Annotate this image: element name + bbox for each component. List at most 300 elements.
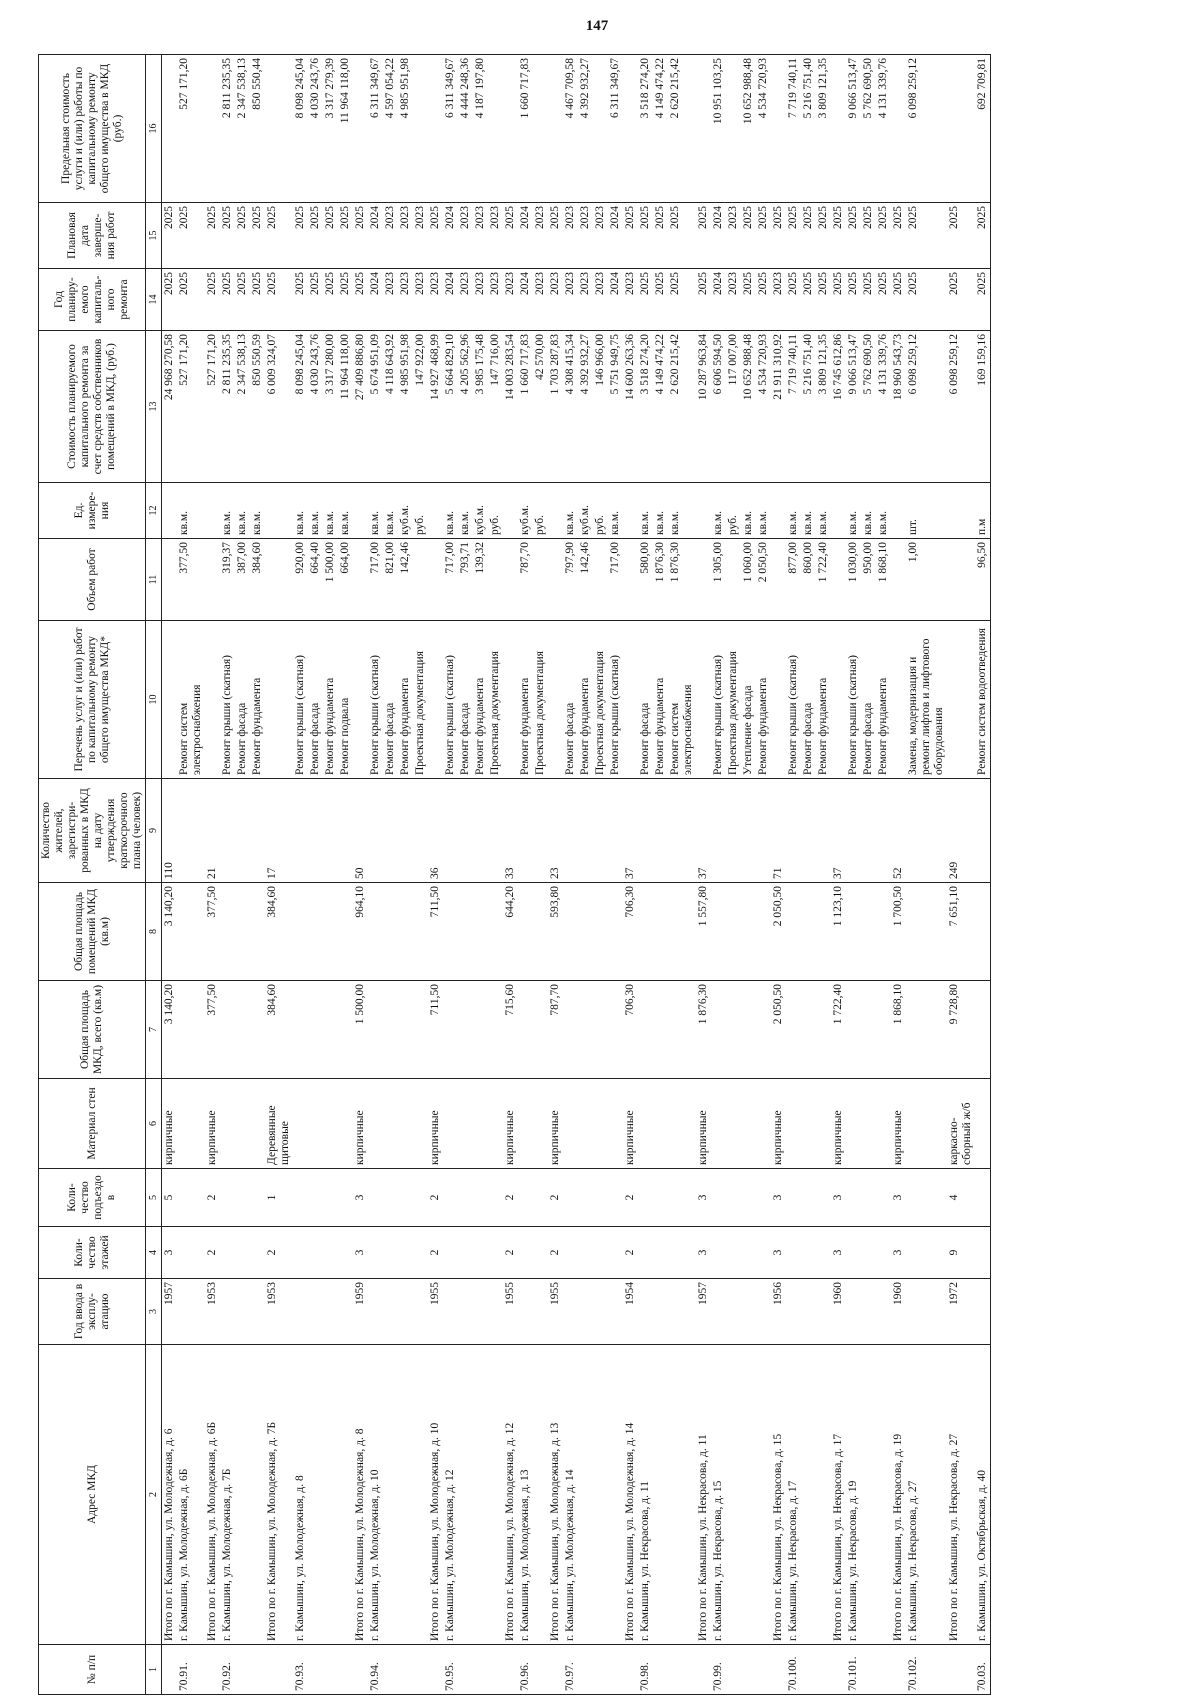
cell-address [338, 1345, 353, 1645]
cell-unit [891, 483, 906, 539]
cell-row-number: 70.93. [293, 1645, 308, 1695]
cell-total-area [906, 981, 947, 1079]
cell-year-built [861, 1279, 876, 1345]
cell-residents: 17 [265, 779, 293, 883]
cell-residents [653, 779, 668, 883]
col-volume-header: Объем работ [39, 539, 146, 621]
cell-address: Итого по г. Камышин, ул. Молодежная, д. 10 [428, 1345, 443, 1645]
cell-entrances [338, 1169, 353, 1227]
cell-end-year: 2025 [503, 203, 518, 269]
cell-end-year: 2023 [533, 203, 548, 269]
cell-floors [293, 1227, 308, 1279]
cell-year-built: 1954 [623, 1279, 638, 1345]
col-number-label: 16 [146, 55, 162, 203]
cell-address [861, 1345, 876, 1645]
cell-address [488, 1345, 503, 1645]
cell-end-year: 2025 [162, 203, 178, 269]
cell-floors [975, 1227, 991, 1279]
cell-row-number [383, 1645, 398, 1695]
cell-residents [368, 779, 383, 883]
cell-cost: 147 716,00 [488, 331, 503, 483]
cell-address [308, 1345, 323, 1645]
cell-end-year: 2025 [265, 203, 293, 269]
cell-unit [696, 483, 711, 539]
cell-floors [668, 1227, 696, 1279]
cell-volume: 2 050,50 [756, 539, 771, 621]
col-number-label: 3 [146, 1279, 162, 1345]
cell-year-built [638, 1279, 653, 1345]
cell-address: Итого по г. Камышин, ул. Молодежная, д. 8 [353, 1345, 368, 1645]
cell-premises-area [846, 883, 861, 981]
cell-repair-year: 2023 [563, 269, 578, 331]
cell-cost: 527 171,20 [177, 331, 205, 483]
cell-year-built: 1957 [162, 1279, 178, 1345]
cell-max-cost: 5 762 690,50 [861, 55, 876, 203]
cell-residents: 33 [503, 779, 518, 883]
cell-entrances [608, 1169, 623, 1227]
cell-address: Итого по г. Камышин, ул. Некрасова, д. 17 [831, 1345, 846, 1645]
cell-total-area [816, 981, 831, 1079]
cell-residents [220, 779, 235, 883]
cell-max-cost: 4 985 951,98 [398, 55, 413, 203]
cell-address: Итого по г. Камышин, ул. Некрасова, д. 19 [891, 1345, 906, 1645]
cell-year-built [383, 1279, 398, 1345]
cell-cost: 4 392 932,27 [578, 331, 593, 483]
cell-entrances [368, 1169, 383, 1227]
cell-cost: 6 009 324,07 [265, 331, 293, 483]
cell-row-number: 70.100. [786, 1645, 801, 1695]
cell-work-type: Ремонт крыши (скатная) [368, 621, 383, 779]
cell-residents: 37 [831, 779, 846, 883]
cell-premises-area [368, 883, 383, 981]
table-row [861, 55, 876, 1695]
cell-volume [205, 539, 220, 621]
cell-address [458, 1345, 473, 1645]
cell-end-year: 2025 [177, 203, 205, 269]
cell-address [876, 1345, 891, 1645]
cell-end-year: 2023 [726, 203, 741, 269]
cell-year-built [533, 1279, 548, 1345]
cell-volume: 377,50 [177, 539, 205, 621]
cell-end-year: 2023 [578, 203, 593, 269]
cell-repair-year: 2023 [383, 269, 398, 331]
cell-year-built [816, 1279, 831, 1345]
cell-total-area: 787,70 [548, 981, 563, 1079]
cell-residents: 249 [947, 779, 975, 883]
cell-volume: 950,00 [861, 539, 876, 621]
cell-residents [741, 779, 756, 883]
cell-repair-year: 2024 [711, 269, 726, 331]
table-row [323, 55, 338, 1695]
cell-row-number: 70.97. [563, 1645, 578, 1695]
cell-entrances [518, 1169, 533, 1227]
cell-work-type [771, 621, 786, 779]
cell-year-built [473, 1279, 488, 1345]
cell-row-number [250, 1645, 265, 1695]
cell-repair-year: 2025 [235, 269, 250, 331]
cell-wall-material: кирпичные [428, 1079, 443, 1169]
cell-repair-year: 2025 [906, 269, 947, 331]
cell-premises-area [413, 883, 428, 981]
cell-floors: 9 [947, 1227, 975, 1279]
col-premises-area-header: Общая площадь помещений МКД (кв.м) [39, 883, 146, 981]
cell-residents [801, 779, 816, 883]
cell-floors [177, 1227, 205, 1279]
cell-wall-material: кирпичные [891, 1079, 906, 1169]
cell-row-number [668, 1645, 696, 1695]
capital-repair-table [38, 54, 991, 1695]
table-row [177, 55, 205, 1695]
cell-cost: 5 664 829,10 [443, 331, 458, 483]
col-number-label: 8 [146, 883, 162, 981]
cell-cost: 4 118 643,92 [383, 331, 398, 483]
cell-residents [518, 779, 533, 883]
cell-volume: 860,00 [801, 539, 816, 621]
cell-end-year: 2025 [428, 203, 443, 269]
cell-floors [473, 1227, 488, 1279]
cell-cost: 10 652 988,48 [741, 331, 756, 483]
cell-total-area [293, 981, 308, 1079]
cell-address: Итого по г. Камышин, ул. Некрасова, д. 11 [696, 1345, 711, 1645]
cell-year-built: 1953 [265, 1279, 293, 1345]
cell-total-area [668, 981, 696, 1079]
cell-volume: 787,70 [518, 539, 533, 621]
cell-cost: 16 745 612,86 [831, 331, 846, 483]
cell-year-built [235, 1279, 250, 1345]
col-number-label: 9 [146, 779, 162, 883]
cell-unit: кв.м. [786, 483, 801, 539]
cell-row-number [771, 1645, 786, 1695]
cell-unit: кв.м. [756, 483, 771, 539]
cell-wall-material [458, 1079, 473, 1169]
cell-cost: 24 968 270,58 [162, 331, 178, 483]
cell-year-built [786, 1279, 801, 1345]
cell-cost: 14 003 283,54 [503, 331, 518, 483]
cell-max-cost [265, 55, 293, 203]
cell-premises-area: 711,50 [428, 883, 443, 981]
cell-unit: куб.м. [578, 483, 593, 539]
cell-wall-material: Деревянные щитовые [265, 1079, 293, 1169]
cell-total-area [786, 981, 801, 1079]
col-number-label: 11 [146, 539, 162, 621]
cell-wall-material [756, 1079, 771, 1169]
cell-premises-area [177, 883, 205, 981]
cell-end-year: 2025 [293, 203, 308, 269]
cell-total-area [846, 981, 861, 1079]
cell-address [593, 1345, 608, 1645]
cell-year-built: 1955 [548, 1279, 563, 1345]
col-number-label: 1 [146, 1645, 162, 1695]
column-number-row [146, 55, 162, 1695]
cell-max-cost: 10 951 103,25 [711, 55, 726, 203]
cell-work-type: Ремонт крыши (скатная) [293, 621, 308, 779]
cell-wall-material [293, 1079, 308, 1169]
cell-premises-area [220, 883, 235, 981]
col-max-cost-header: Предельная стоимость услуги и (или) работы по капитальному ремонту общего имущества в МКД (руб.) [39, 55, 146, 203]
cell-row-number [235, 1645, 250, 1695]
cell-end-year: 2025 [786, 203, 801, 269]
cell-max-cost: 6 311 349,67 [368, 55, 383, 203]
col-number-label: 5 [146, 1169, 162, 1227]
cell-work-type [696, 621, 711, 779]
cell-volume [593, 539, 608, 621]
cell-address: Итого по г. Камышин, ул. Некрасова, д. 27 [947, 1345, 975, 1645]
cell-max-cost: 9 066 513,47 [846, 55, 861, 203]
cell-volume [771, 539, 786, 621]
cell-residents [608, 779, 623, 883]
cell-repair-year: 2023 [488, 269, 503, 331]
cell-total-area [338, 981, 353, 1079]
cell-row-number [323, 1645, 338, 1695]
cell-volume: 96,50 [975, 539, 991, 621]
cell-work-type: Проектная документация [413, 621, 428, 779]
cell-row-number: 70.96. [518, 1645, 533, 1695]
cell-wall-material [443, 1079, 458, 1169]
cell-year-built: 1955 [503, 1279, 518, 1345]
cell-max-cost: 6 098 259,12 [906, 55, 947, 203]
col-repair-year-header: Год планиру-емого капиталь-ного ремонта [39, 269, 146, 331]
cell-year-built [593, 1279, 608, 1345]
cell-residents [473, 779, 488, 883]
cell-cost: 11 964 118,00 [338, 331, 353, 483]
cell-cost: 6 098 259,12 [947, 331, 975, 483]
cell-residents [975, 779, 991, 883]
cell-cost: 850 550,59 [250, 331, 265, 483]
cell-residents: 52 [891, 779, 906, 883]
cell-wall-material [861, 1079, 876, 1169]
cell-entrances [741, 1169, 756, 1227]
cell-end-year: 2025 [891, 203, 906, 269]
cell-address [668, 1345, 696, 1645]
cell-residents [338, 779, 353, 883]
cell-end-year: 2025 [801, 203, 816, 269]
cell-residents [383, 779, 398, 883]
table-row [975, 55, 991, 1695]
cell-residents [413, 779, 428, 883]
cell-repair-year: 2025 [891, 269, 906, 331]
cell-work-type [947, 621, 975, 779]
cell-floors [308, 1227, 323, 1279]
cell-repair-year: 2025 [177, 269, 205, 331]
cell-volume: 717,00 [368, 539, 383, 621]
cell-volume [503, 539, 518, 621]
cell-residents [323, 779, 338, 883]
cell-cost: 2 347 538,13 [235, 331, 250, 483]
cell-total-area [473, 981, 488, 1079]
cell-max-cost [947, 55, 975, 203]
cell-unit: кв.м. [801, 483, 816, 539]
cell-volume: 920,00 [293, 539, 308, 621]
cell-work-type [162, 621, 178, 779]
cell-wall-material [975, 1079, 991, 1169]
cell-repair-year: 2025 [741, 269, 756, 331]
cell-repair-year: 2023 [473, 269, 488, 331]
cell-repair-year: 2025 [831, 269, 846, 331]
cell-floors: 3 [771, 1227, 786, 1279]
cell-work-type: Проектная документация [533, 621, 548, 779]
cell-entrances [653, 1169, 668, 1227]
cell-end-year: 2024 [443, 203, 458, 269]
cell-repair-year: 2025 [638, 269, 653, 331]
cell-work-type: Ремонт фундамента [816, 621, 831, 779]
cell-max-cost: 1 660 717,83 [518, 55, 533, 203]
cell-address [756, 1345, 771, 1645]
cell-premises-area [473, 883, 488, 981]
cell-unit: куб.м. [473, 483, 488, 539]
cell-premises-area [338, 883, 353, 981]
cell-address: г. Камышин, ул. Молодежная, д. 10 [368, 1345, 383, 1645]
cell-cost: 4 131 339,76 [876, 331, 891, 483]
cell-residents: 71 [771, 779, 786, 883]
cell-repair-year: 2025 [801, 269, 816, 331]
cell-cost: 9 066 513,47 [846, 331, 861, 483]
cell-year-built [398, 1279, 413, 1345]
cell-total-area [801, 981, 816, 1079]
cell-wall-material [578, 1079, 593, 1169]
table-row [726, 55, 741, 1695]
cell-unit: кв.м. [220, 483, 235, 539]
cell-year-built [413, 1279, 428, 1345]
cell-premises-area: 964,10 [353, 883, 368, 981]
cell-premises-area [323, 883, 338, 981]
cell-entrances [413, 1169, 428, 1227]
cell-wall-material: каркасно-сборный ж/б [947, 1079, 975, 1169]
cell-end-year: 2024 [608, 203, 623, 269]
cell-unit: кв.м. [323, 483, 338, 539]
cell-max-cost [162, 55, 178, 203]
cell-residents [668, 779, 696, 883]
cell-volume [533, 539, 548, 621]
table-row [503, 55, 518, 1695]
table-row [891, 55, 906, 1695]
cell-row-number [861, 1645, 876, 1695]
cell-volume [947, 539, 975, 621]
cell-volume [265, 539, 293, 621]
cell-volume: 717,00 [443, 539, 458, 621]
cell-volume [726, 539, 741, 621]
cell-year-built [975, 1279, 991, 1345]
cell-volume: 142,46 [398, 539, 413, 621]
cell-end-year: 2025 [876, 203, 891, 269]
cell-year-built [801, 1279, 816, 1345]
cell-wall-material: кирпичные [831, 1079, 846, 1169]
cell-work-type: Ремонт фундамента [398, 621, 413, 779]
cell-volume: 319,37 [220, 539, 235, 621]
cell-entrances [293, 1169, 308, 1227]
col-unit-header: Ед. измере-ния [39, 483, 146, 539]
table-row [876, 55, 891, 1695]
cell-wall-material [608, 1079, 623, 1169]
cell-max-cost: 5 216 751,40 [801, 55, 816, 203]
cell-row-number: 70.102. [906, 1645, 947, 1695]
cell-cost: 169 159,16 [975, 331, 991, 483]
cell-total-area [711, 981, 726, 1079]
cell-total-area [235, 981, 250, 1079]
cell-row-number: 70.94. [368, 1645, 383, 1695]
cell-floors [846, 1227, 861, 1279]
cell-end-year: 2025 [205, 203, 220, 269]
col-number-label: 15 [146, 203, 162, 269]
table-row [638, 55, 653, 1695]
cell-row-number [205, 1645, 220, 1695]
cell-row-number [398, 1645, 413, 1695]
cell-work-type [623, 621, 638, 779]
cell-volume: 717,00 [608, 539, 623, 621]
cell-total-area [861, 981, 876, 1079]
cell-max-cost [533, 55, 548, 203]
cell-year-built [250, 1279, 265, 1345]
cell-year-built [563, 1279, 578, 1345]
cell-row-number [473, 1645, 488, 1695]
cell-entrances: 3 [891, 1169, 906, 1227]
cell-total-area [443, 981, 458, 1079]
cell-wall-material [816, 1079, 831, 1169]
cell-residents [308, 779, 323, 883]
cell-address: Итого по г. Камышин, ул. Некрасова, д. 15 [771, 1345, 786, 1645]
cell-repair-year: 2025 [265, 269, 293, 331]
cell-cost: 18 960 543,73 [891, 331, 906, 483]
cell-cost: 4 308 415,34 [563, 331, 578, 483]
col-number-label: 7 [146, 981, 162, 1079]
cell-total-area: 9 728,80 [947, 981, 975, 1079]
cell-premises-area [906, 883, 947, 981]
cell-row-number: 70.91. [177, 1645, 205, 1695]
cell-repair-year: 2025 [308, 269, 323, 331]
table-row [816, 55, 831, 1695]
cell-residents [756, 779, 771, 883]
cell-repair-year: 2023 [578, 269, 593, 331]
cell-unit: шт. [906, 483, 947, 539]
cell-cost: 3 518 274,20 [638, 331, 653, 483]
cell-floors: 3 [891, 1227, 906, 1279]
cell-total-area [518, 981, 533, 1079]
cell-max-cost: 10 652 988,48 [741, 55, 756, 203]
cell-cost: 6 098 259,12 [906, 331, 947, 483]
cell-unit [947, 483, 975, 539]
cell-year-built [578, 1279, 593, 1345]
cell-total-area [593, 981, 608, 1079]
cell-unit: кв.м. [368, 483, 383, 539]
rotated-table-container [38, 55, 1158, 1695]
cell-volume [891, 539, 906, 621]
cell-unit: руб. [533, 483, 548, 539]
cell-residents: 110 [162, 779, 178, 883]
cell-unit: руб. [488, 483, 503, 539]
cell-wall-material [786, 1079, 801, 1169]
cell-work-type: Ремонт фасада [861, 621, 876, 779]
cell-entrances [756, 1169, 771, 1227]
cell-total-area [220, 981, 235, 1079]
cell-wall-material [846, 1079, 861, 1169]
cell-premises-area: 1 123,10 [831, 883, 846, 981]
cell-work-type [548, 621, 563, 779]
table-row [308, 55, 323, 1695]
cell-wall-material [906, 1079, 947, 1169]
cell-premises-area [458, 883, 473, 981]
cell-row-number [741, 1645, 756, 1695]
cell-max-cost: 2 811 235,35 [220, 55, 235, 203]
cell-year-built [443, 1279, 458, 1345]
cell-total-area: 1 722,40 [831, 981, 846, 1079]
cell-unit [548, 483, 563, 539]
cell-max-cost [696, 55, 711, 203]
cell-address [533, 1345, 548, 1645]
cell-work-type: Ремонт фундамента [756, 621, 771, 779]
cell-work-type: Ремонт систем водоотведения [975, 621, 991, 779]
cell-max-cost: 11 964 118,00 [338, 55, 353, 203]
cell-total-area: 1 500,00 [353, 981, 368, 1079]
table-row [756, 55, 771, 1695]
